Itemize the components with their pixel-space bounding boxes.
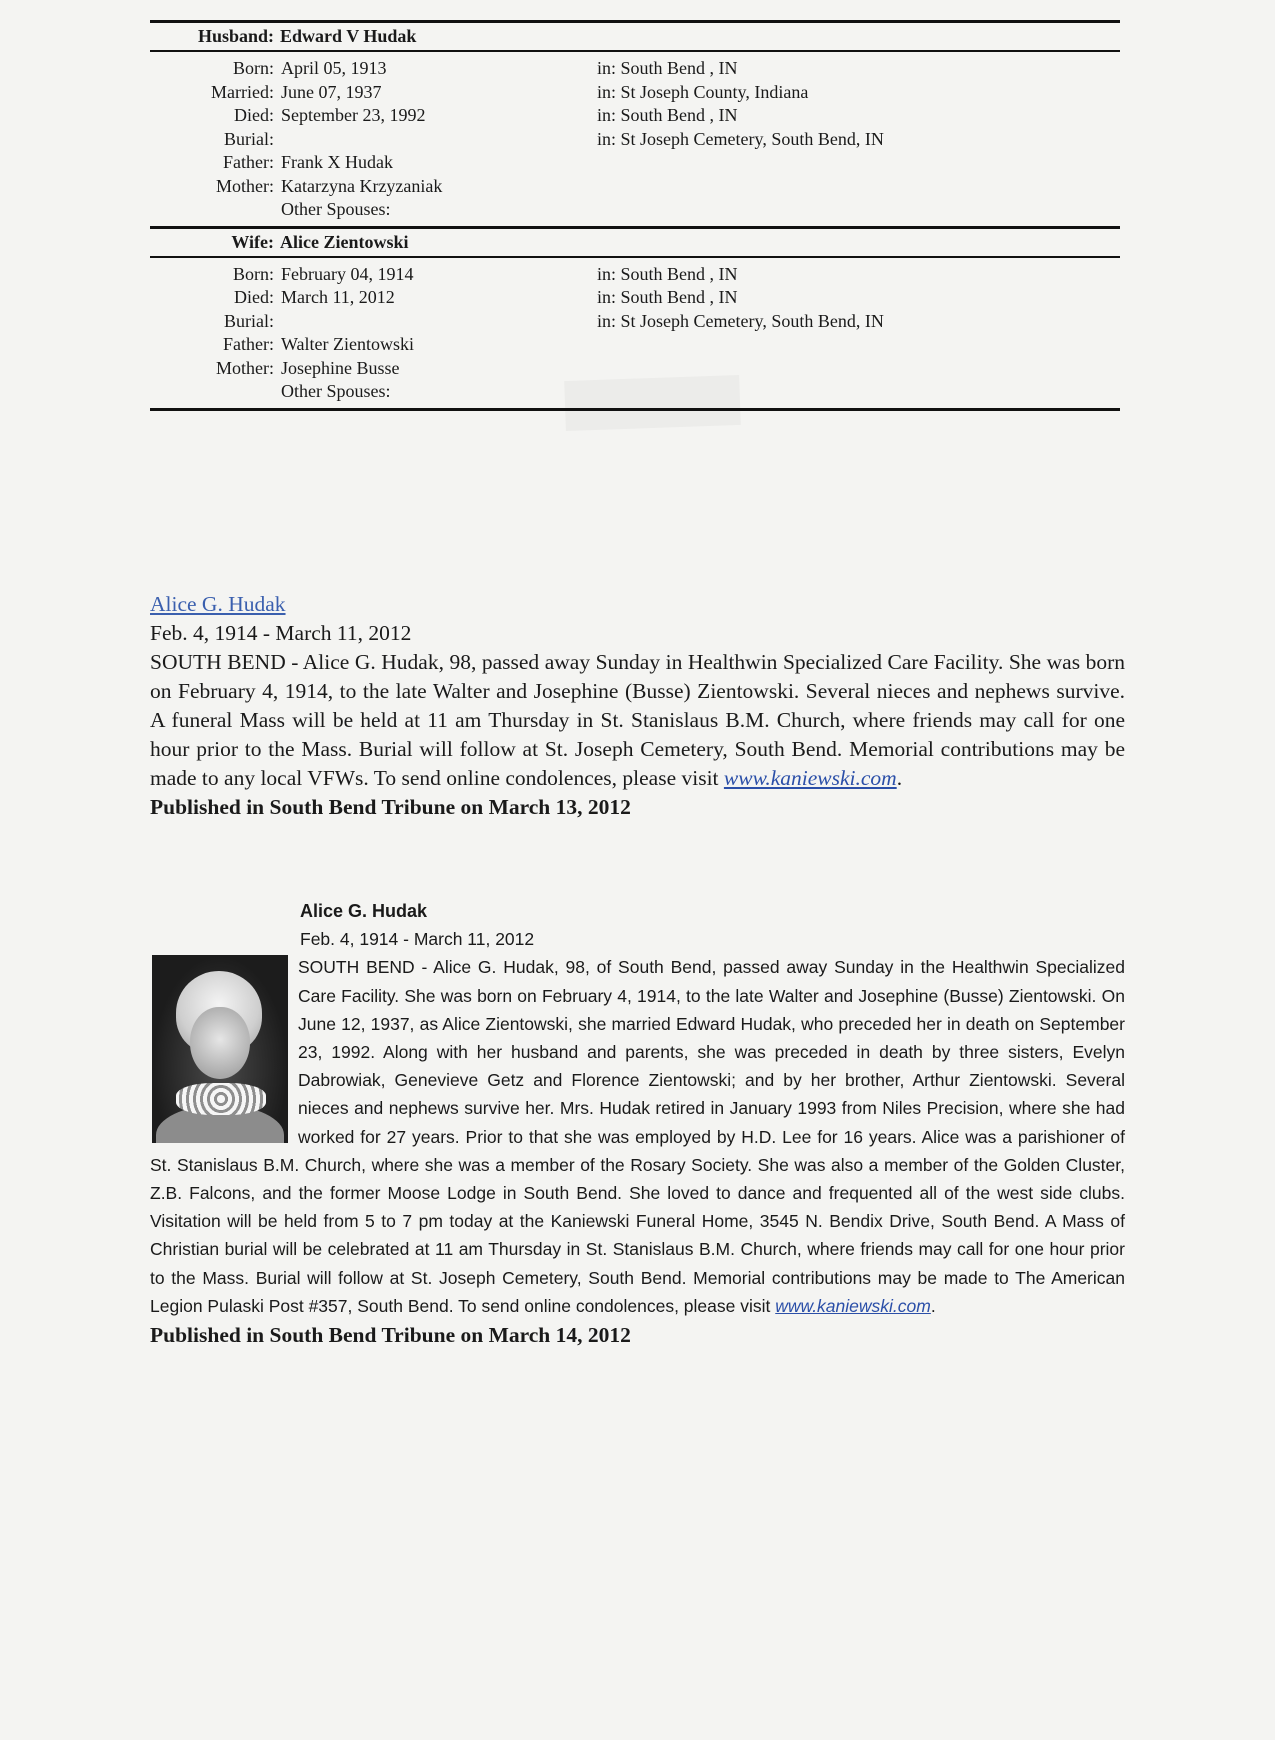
photo-face (190, 1007, 250, 1079)
fact-row (150, 263, 1120, 287)
fact-label: Married: (211, 81, 274, 102)
husband-label: Husband: (197, 26, 274, 46)
condolences-link[interactable]: www.kaniewski.com (723, 766, 897, 790)
fact-value: September 23, 1992 (281, 105, 426, 125)
fact-row (150, 357, 1120, 381)
fact-row (150, 151, 1120, 175)
fact-value: February 04, 1914 (281, 263, 414, 284)
fact-value: Katarzyna Krzyzaniak (281, 175, 443, 196)
fact-row (150, 104, 1120, 128)
fact-place: in: South Bend , IN (597, 287, 738, 307)
fact-label: Burial: (224, 128, 274, 149)
fact-label: Died: (234, 287, 274, 307)
portrait-photo (152, 955, 288, 1143)
fact-value: April 05, 1913 (281, 58, 387, 78)
fact-place: in: St Joseph Cemetery, South Bend, IN (597, 310, 884, 331)
obituary-dates: Feb. 4, 1914 - March 11, 2012 (300, 929, 535, 950)
fact-place: in: St Joseph Cemetery, South Bend, IN (597, 128, 884, 149)
wife-label: Wife: (231, 231, 274, 252)
fact-place: in: South Bend , IN (597, 263, 738, 284)
fact-value: Walter Zientowski (281, 334, 415, 354)
husband-name: Edward V Hudak (280, 26, 417, 46)
obituary-dates: Feb. 4, 1914 - March 11, 2012 (150, 621, 412, 645)
obituary-body (150, 953, 1125, 1320)
obituary-notice-1 (150, 590, 1125, 822)
published-line: Published in South Bend Tribune on March 14, 2012 (150, 1323, 631, 1348)
fact-row (150, 175, 1120, 199)
family-group-sheet (150, 20, 1120, 411)
published-line: Published in South Bend Tribune on March 13, 2012 (150, 795, 631, 819)
fact-row (150, 380, 1120, 404)
fact-value: Frank X Hudak (281, 152, 393, 172)
wife-name: Alice Zientowski (280, 231, 409, 252)
fact-place: in: St Joseph County, Indiana (597, 81, 809, 102)
fact-place: in: South Bend , IN (597, 58, 738, 78)
fact-row (150, 81, 1120, 105)
photo-necklace (176, 1083, 266, 1115)
fact-row (150, 57, 1120, 81)
fact-label: Burial: (224, 310, 274, 331)
fact-label: Father: (223, 334, 274, 354)
fact-row (150, 286, 1120, 310)
fact-label: Born: (232, 58, 274, 78)
obituary-title-link[interactable]: Alice G. Hudak (150, 592, 286, 616)
fact-label: Father: (223, 152, 274, 172)
fact-value: March 11, 2012 (281, 287, 395, 307)
fact-label: Died: (234, 105, 274, 125)
fact-row (150, 128, 1120, 152)
husband-header (150, 23, 1120, 50)
condolences-link[interactable]: www.kaniewski.com (775, 1295, 931, 1316)
fact-value: Josephine Busse (281, 357, 400, 378)
obituary-name: Alice G. Hudak (300, 901, 428, 921)
obituary-body (150, 648, 1125, 793)
obituary-text-end: . (930, 1295, 936, 1316)
fact-label: Mother: (216, 357, 274, 378)
husband-facts (150, 52, 1120, 226)
fact-row (150, 198, 1120, 222)
fact-value: Other Spouses: (281, 199, 391, 219)
wife-facts (150, 258, 1120, 408)
fact-value: Other Spouses: (281, 381, 391, 401)
obituary-text-end: . (896, 766, 903, 790)
fact-label: Born: (232, 263, 274, 284)
wife-header (150, 229, 1120, 256)
obituary-text: SOUTH BEND - Alice G. Hudak, 98, of South Bend, passed away Sunday in the Healthwin Specialized Care Facility. She was born on February 4, 1914, to the late Walter and Josephine (Busse) Zientowski. On June 12, 1937, as Alice Zientowski, she married Edward Hudak, who preceded her in death on September 23, 1992. Along with her husband and parents, she was preceded in death by three sisters, Evelyn Dabrowiak, Genevieve Getz and Florence Zientowski; and by her brother, Arthur Zientowski. Several nieces and nephews survive her. Mrs. Hudak retired in January 1993 from Niles Precision, where she had worked for 27 years. Prior to that she was employed by H.D. Lee for 16 years. Alice was a parishioner of St. Stanislaus B.M. Church, where she was a member of the Rosary Society. She was also a member of the Golden Cluster, Z.B. Falcons, and the former Moose Lodge in South Bend. She loved to dance and frequented all of the west side clubs. Visitation will be held from 5 to 7 pm today at the Kaniewski Funeral Home, 3545 N. Bendix Drive, South Bend. A Mass of Christian burial will be celebrated at 11 am Thursday in St. Stanislaus B.M. Church, where friends may call for one hour prior to the Mass. Burial will follow at St. Joseph Cemetery, South Bend. Memorial contributions may be made to The American Legion Pulaski Post #357, South Bend. To send online condolences, please visit (150, 957, 1125, 1316)
fact-value: June 07, 1937 (281, 81, 382, 102)
fact-place: in: South Bend , IN (597, 105, 738, 125)
fact-row (150, 333, 1120, 357)
obituary-notice-2 (150, 897, 1125, 1350)
rule (150, 408, 1120, 411)
obituary-text: SOUTH BEND - Alice G. Hudak, 98, passed away Sunday in Healthwin Specialized Care Facility. She was born on February 4, 1914, to the late Walter and Josephine (Busse) Zientowski. Several nieces and nephews survive. A funeral Mass will be held at 11 am Thursday in St. Stanislaus B.M. Church, where friends may call for one hour prior to the Mass. Burial will follow at St. Joseph Cemetery, South Bend. Memorial contributions may be made to any local VFWs. To send online condolences, please visit (150, 650, 1125, 790)
fact-label: Mother: (216, 175, 274, 196)
fact-row (150, 310, 1120, 334)
